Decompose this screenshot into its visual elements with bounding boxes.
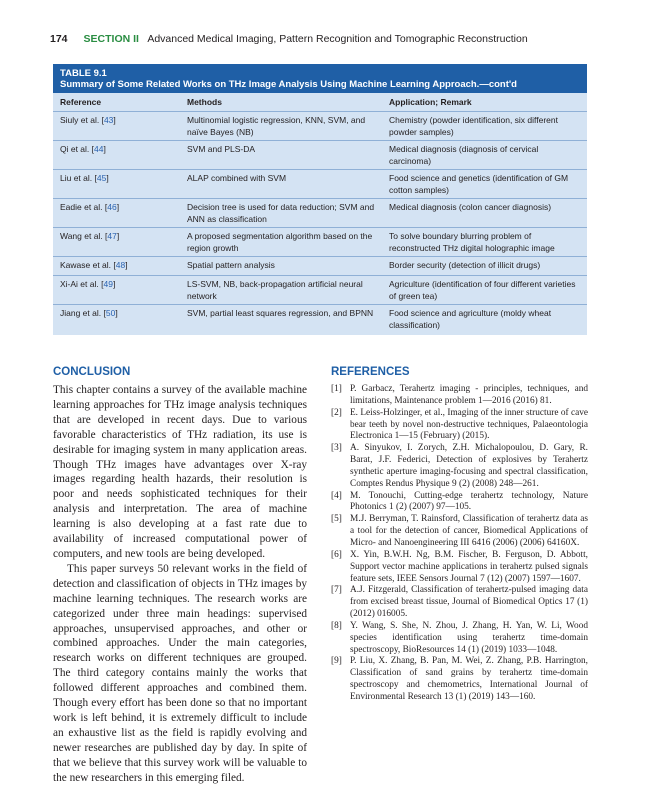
- running-title: Advanced Medical Imaging, Pattern Recognition and Tomographic Reconstruction: [147, 33, 528, 45]
- table-row: [53, 257, 587, 276]
- cell-methods: Spatial pattern analysis: [187, 260, 275, 270]
- reference-text: P. Liu, X. Zhang, B. Pan, M. Wei, Z. Zhang, P.B. Harrington, Classification of sand grains by terahertz time-domain spectroscopy and chemometrics, International Journal of Environmental Research 13 (1) (2019) 143—160.: [350, 656, 588, 702]
- table-row: [53, 305, 587, 334]
- cell-application: To solve boundary blurring problem of reconstructed THz digital holographic image: [389, 231, 555, 253]
- section-label: SECTION II: [83, 33, 139, 45]
- reference-item: [331, 585, 588, 621]
- reference-item: [331, 491, 588, 515]
- reference-item: [331, 443, 588, 490]
- table-row: [53, 199, 587, 228]
- citation-link[interactable]: 48: [115, 260, 126, 270]
- citation-link[interactable]: 45: [96, 173, 107, 183]
- cell-methods: SVM and PLS-DA: [187, 144, 256, 154]
- table-row: [53, 228, 587, 257]
- reference-item: [331, 621, 588, 657]
- table-caption-bar: [53, 64, 587, 93]
- conclusion-body: [53, 383, 307, 785]
- reference-number: [3]: [331, 443, 342, 454]
- citation-link[interactable]: 46: [107, 202, 117, 212]
- cell-methods: LS-SVM, NB, back-propagation artificial neural network: [187, 279, 363, 301]
- reference-text: M.J. Berryman, T. Rainsford, Classification of terahertz data as a tool for the detection of cancer, Biomedical Applications of Micro- and Nanoengineering III 6416 (2006) (2006) 64160X.: [350, 514, 588, 548]
- reference-number: [8]: [331, 620, 342, 631]
- table-row: [53, 141, 587, 170]
- cell-application: Food science and genetics (identification of GM cotton samples): [389, 173, 569, 195]
- conclusion-paragraph-1: This chapter contains a survey of the available machine learning approaches for THz image analysis techniques that are developed in recent days. Due to various favorable characteristics of THz radiation, its use is desirable for imaging system in many application areas. Though THz images have advantages over X-ray images regarding health hazards, their resolution is poor and needs sophisticated techniques for their analysis and interpretation. The area of machine learning is also developing at a fast rate due to availability of increased computational power of computers, and new tools are being developed.: [53, 384, 307, 560]
- cell-methods: SVM, partial least squares regression, and BPNN: [187, 308, 374, 318]
- cell-methods: A proposed segmentation algorithm based on the region growth: [187, 231, 373, 253]
- reference-number: [9]: [331, 656, 342, 667]
- cell-reference: Siuly et al. [43]: [60, 115, 116, 125]
- cell-methods: ALAP combined with SVM: [187, 173, 287, 183]
- table-number: TABLE 9.1: [60, 68, 107, 79]
- reference-text: P. Garbacz, Terahertz imaging - principles, techniques, and limitations, Maintenance problem 1—2016 (2016) 81.: [350, 384, 588, 406]
- cell-application: Chemistry (powder identification, six different powder samples): [389, 115, 558, 137]
- table-column-headers: [53, 93, 587, 112]
- cell-reference: Kawase et al. [48]: [60, 260, 128, 270]
- reference-number: [5]: [331, 514, 342, 525]
- reference-text: X. Yin, B.W.H. Ng, B.M. Fischer, B. Ferguson, D. Abbott, Support vector machine applications in terahertz pulsed signals feature sets, IEEE Sensors Journal 7 (12) (2007) 1597—1607.: [350, 549, 588, 584]
- reference-text: Y. Wang, S. She, N. Zhou, J. Zhang, H. Yan, W. Li, Wood species identification using terahertz time-domain spectroscopy, BioResources 14 (1) (2019) 1033—1048.: [350, 620, 588, 655]
- citation-link[interactable]: 47: [107, 231, 117, 241]
- reference-text: A.J. Fitzgerald, Classification of terahertz-pulsed imaging data from excised breast tissue, Journal of Biomedical Optics 17 (1) (2012) 016005.: [350, 585, 588, 620]
- reference-item: [331, 550, 588, 586]
- table-row: [53, 276, 587, 305]
- column-header-application: Application; Remark: [389, 97, 472, 107]
- table-caption: Summary of Some Related Works on THz Image Analysis Using Machine Learning Approach.—cont'd: [60, 79, 517, 90]
- cell-reference: Xi-Ai et al. [49]: [60, 279, 116, 289]
- cell-application: Food science and agriculture (moldy wheat classification): [389, 308, 552, 330]
- cell-application: Border security (detection of illicit drugs): [389, 260, 541, 270]
- reference-number: [4]: [331, 490, 342, 501]
- reference-text: A. Sinyukov, I. Zorych, Z.H. Michalopoulou, D. Gary, R. Barat, J.F. Federici, Detection of explosives by Terahertz synthetic aperture imaging-focusing and spectral classification, Comptes Rendus Physique 9 (2) (2008) 248—261.: [350, 443, 588, 489]
- conclusion-paragraph-2: This paper surveys 50 relevant works in the field of detection and classification of objects in THz images by machine learning techniques. The research works are categorized under three main headings: supervised approaches, unsupervised approaches, and other or combined approaches. Under the main categories, research works on different techniques are grouped. The third category contains mainly the works that followed different approaches and combined them. Though every effort has been done so that no important work is left behind, it is extremely difficult to include an exhaustive list as the field is rapidly evolving and newer researches are published day by day. In spite of that we believe that this survey work will be valuable to the new researchers in this emerging filed.: [53, 562, 307, 784]
- conclusion-heading: CONCLUSION: [53, 366, 131, 378]
- cell-application: Agriculture (identification of four different varieties of green tea): [389, 279, 576, 301]
- citation-link[interactable]: 49: [103, 279, 113, 289]
- column-header-methods: Methods: [187, 97, 222, 107]
- reference-number: [7]: [331, 585, 342, 596]
- page-number: 174: [50, 33, 68, 45]
- citation-link[interactable]: 44: [94, 144, 104, 154]
- reference-number: [6]: [331, 549, 342, 560]
- table-row: [53, 170, 587, 199]
- citation-link[interactable]: 43: [103, 115, 114, 125]
- references-list: [331, 384, 588, 704]
- reference-item: [331, 656, 588, 703]
- reference-text: E. Leiss-Holzinger, et al., Imaging of the inner structure of cave bear teeth by novel non-destructive techniques, Palaeontologia Electronica 1—15 (February) (2015).: [350, 407, 588, 442]
- cell-application: Medical diagnosis (colon cancer diagnosis): [389, 202, 552, 212]
- cell-reference: Eadie et al. [46]: [60, 202, 120, 212]
- reference-number: [1]: [331, 384, 342, 394]
- reference-item: [331, 408, 588, 444]
- cell-reference: Jiang et al. [50]: [60, 308, 118, 318]
- running-header: [50, 33, 610, 47]
- summary-table: [53, 64, 587, 335]
- reference-item: [331, 384, 588, 408]
- reference-number: [2]: [331, 407, 342, 418]
- cell-methods: Decision tree is used for data reduction; SVM and ANN as classification: [187, 202, 375, 224]
- reference-item: [331, 514, 588, 550]
- reference-text: M. Tonouchi, Cutting-edge terahertz technology, Nature Photonics 1 (2) (2007) 97—105.: [350, 490, 588, 513]
- citation-link[interactable]: 50: [105, 308, 116, 318]
- cell-methods: Multinomial logistic regression, KNN, SVM, and naïve Bayes (NB): [187, 115, 366, 137]
- cell-application: Medical diagnosis (diagnosis of cervical carcinoma): [389, 144, 539, 166]
- cell-reference: Liu et al. [45]: [60, 173, 109, 183]
- table-row: [53, 112, 587, 141]
- references-heading: REFERENCES: [331, 366, 410, 378]
- cell-reference: Wang et al. [47]: [60, 231, 120, 241]
- column-header-reference: Reference: [60, 97, 102, 107]
- cell-reference: Qi et al. [44]: [60, 144, 106, 154]
